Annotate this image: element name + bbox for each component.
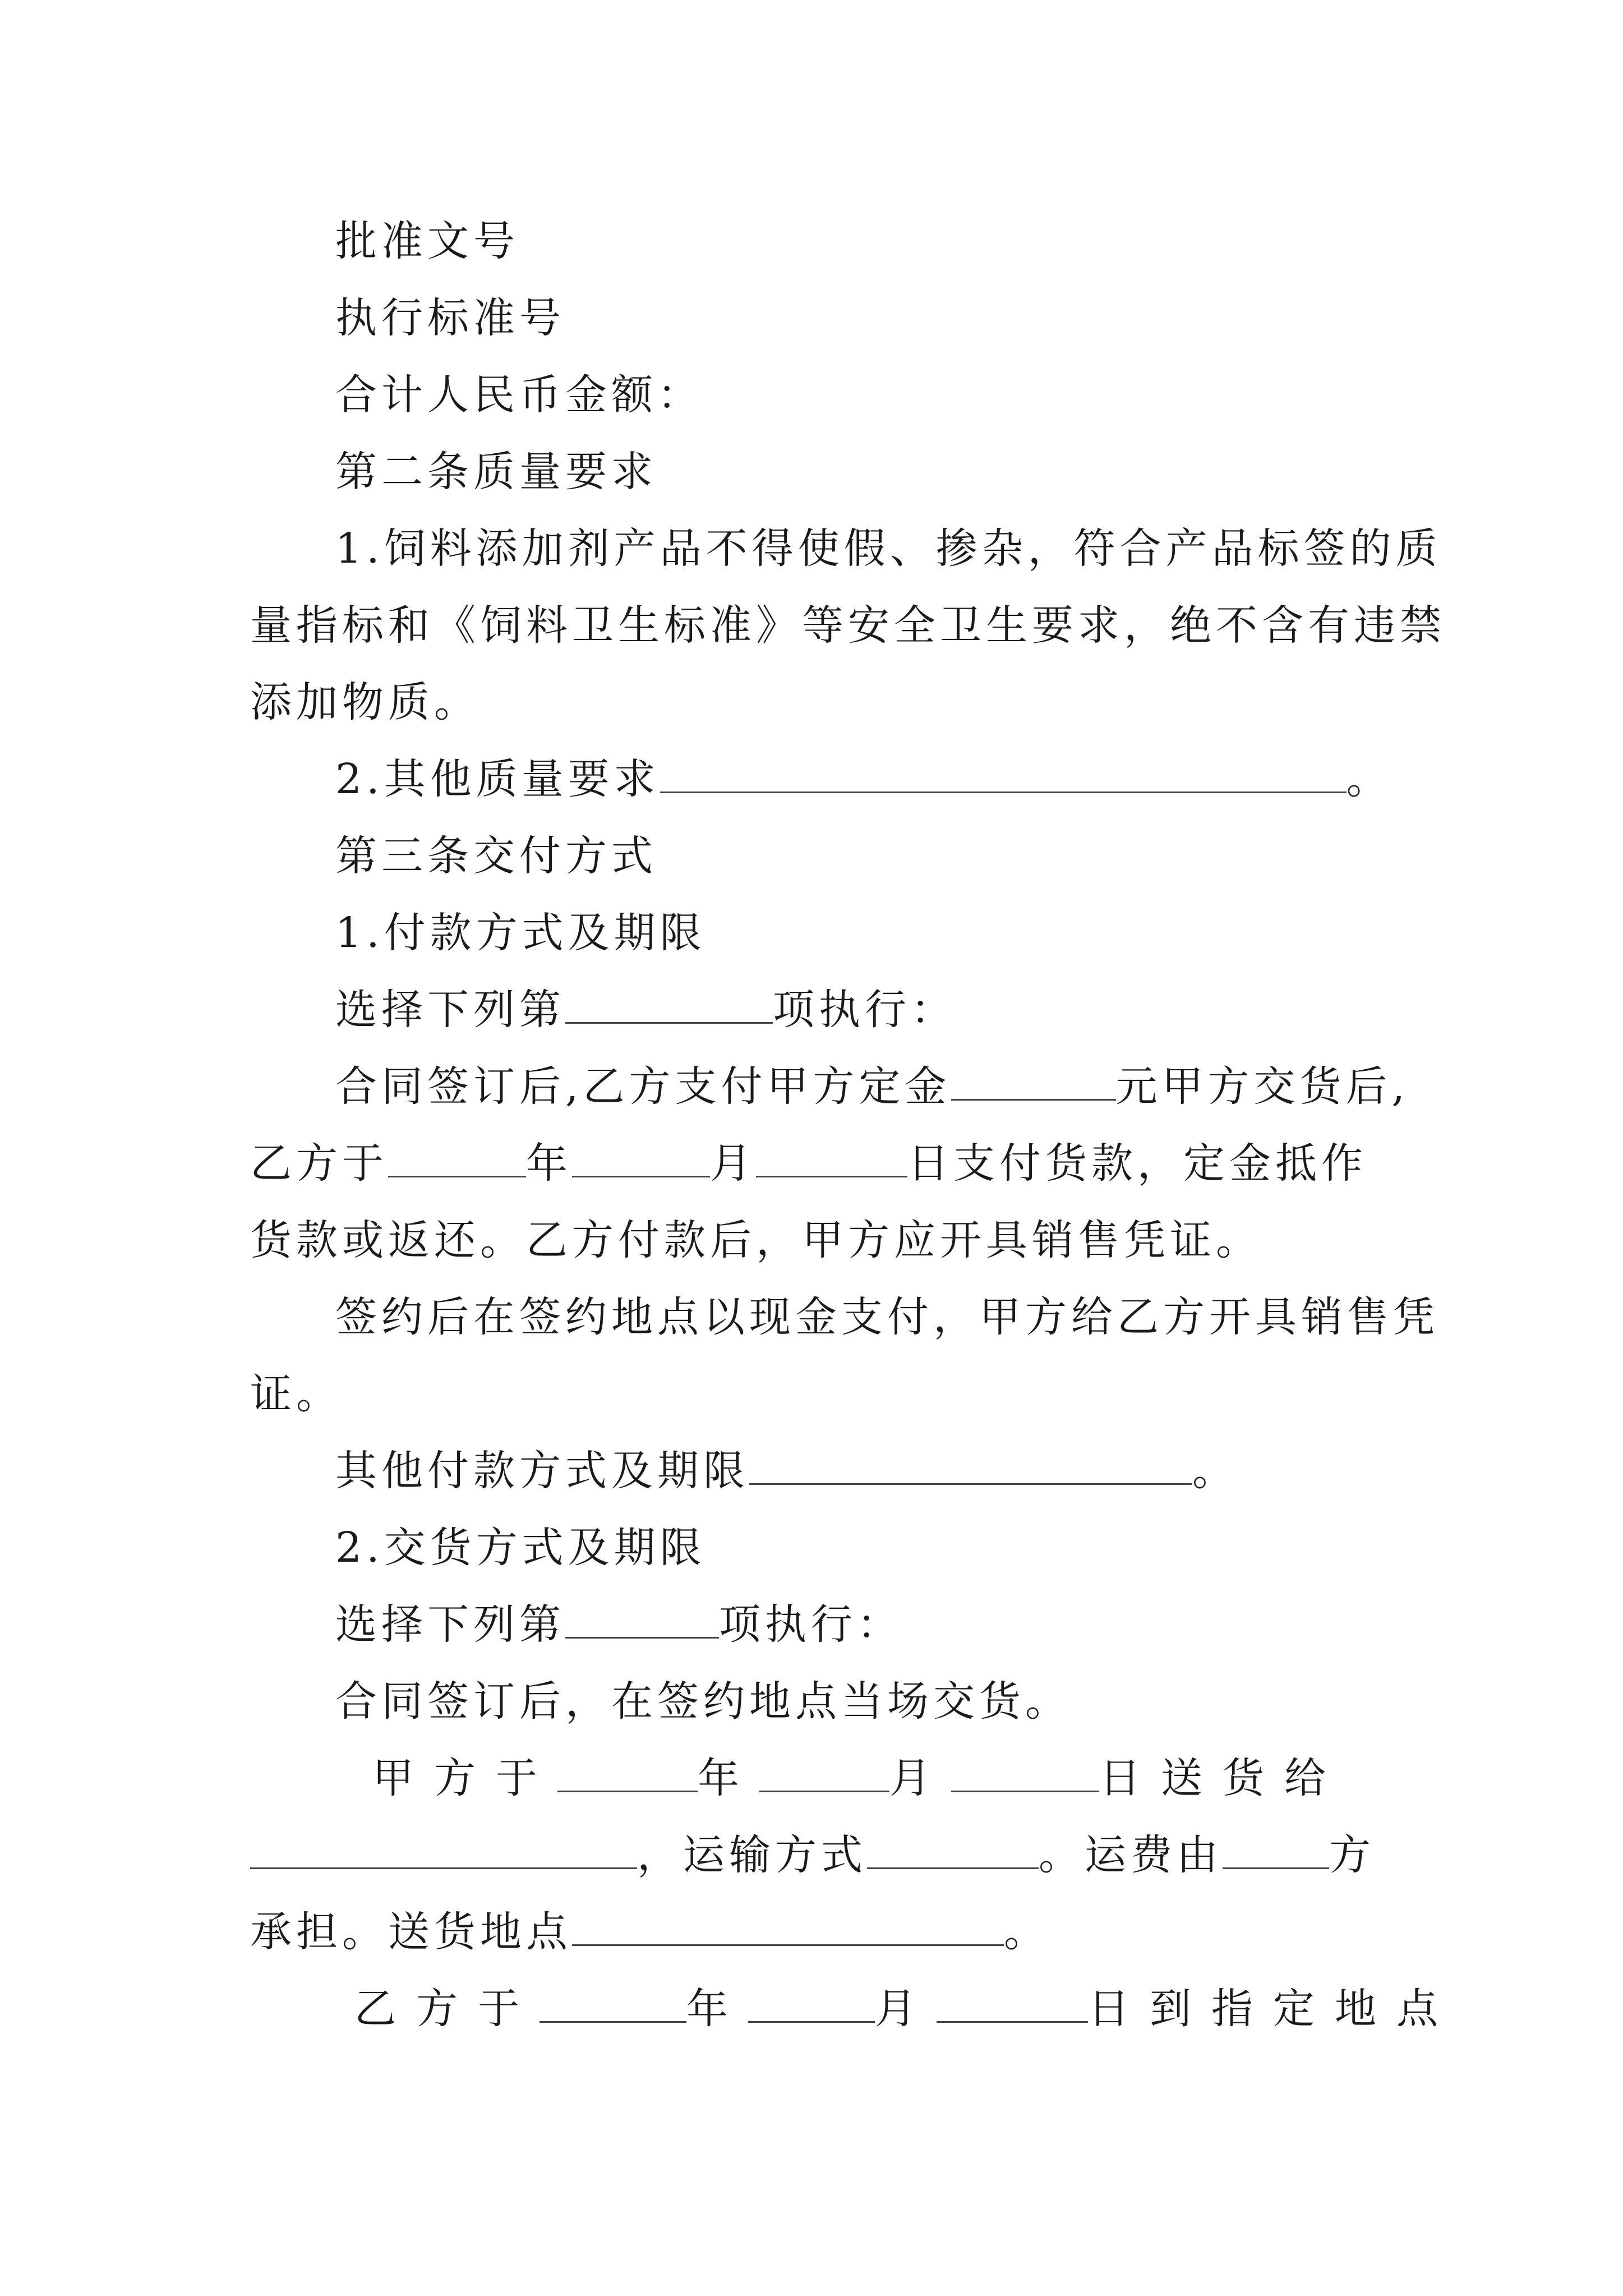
- party-b-label: 乙方于: [250, 1139, 388, 1188]
- payment-option-blank[interactable]: [565, 981, 773, 1024]
- payment-day-blank[interactable]: [756, 1134, 907, 1177]
- delivery-option-blank[interactable]: [565, 1595, 719, 1639]
- party-a-label: 甲方于: [372, 1754, 557, 1802]
- execute-label: 项执行：: [773, 986, 957, 1034]
- approval-number-line: 批准文号: [335, 217, 519, 265]
- pickup-day-blank[interactable]: [937, 1980, 1088, 2023]
- article-2-heading: 第二条质量要求: [335, 448, 657, 496]
- quality-clause-2: [250, 741, 1393, 818]
- quality-clause-1-line-2: 量指标和《饲料卫生标准》等安全卫生要求，绝不含有违禁: [250, 601, 1446, 650]
- payment-refund-line: 货款或返还。乙方付款后，甲方应开具销售凭证。: [250, 1216, 1262, 1264]
- party-b-pickup-line: [250, 1971, 1458, 2047]
- other-quality-blank[interactable]: [660, 750, 1347, 793]
- period-mark: 。: [1004, 1908, 1050, 1956]
- other-payment-label: 其他付款方式及期限: [335, 1447, 749, 1495]
- pickup-location-label: 日到指定地点: [1088, 1985, 1458, 2033]
- payment-option-select-line: [250, 972, 1375, 1048]
- payment-tail: 日支付货款，定金抵作: [907, 1139, 1367, 1188]
- party-suffix: 方: [1329, 1831, 1375, 1879]
- select-label: 选择下列第: [335, 986, 565, 1034]
- freight-party-blank[interactable]: [1223, 1826, 1329, 1869]
- total-amount-line: 合计人民币金额：: [335, 371, 703, 419]
- deposit-label: 合同签订后,乙方支付甲方定金: [335, 1062, 951, 1111]
- month-label: 月: [710, 1139, 756, 1188]
- quality-clause-1-line-1: 1.饲料添加剂产品不得使假、掺杂，符合产品标签的质: [335, 524, 1442, 573]
- payment-month-blank[interactable]: [572, 1134, 710, 1177]
- deliver-to-label: 日送货给: [1099, 1754, 1346, 1802]
- deposit-line: [250, 1048, 1410, 1125]
- other-payment-line: [250, 1433, 1375, 1510]
- delivery-method-heading: 2.交货方式及期限: [335, 1524, 706, 1572]
- pickup-month-blank[interactable]: [748, 1980, 875, 2023]
- transport-label: ，运输方式: [637, 1831, 867, 1879]
- period-mark: 。: [1346, 755, 1393, 803]
- freight-label: 。运费由: [1039, 1831, 1223, 1879]
- payment-year-blank[interactable]: [388, 1134, 526, 1177]
- standard-number-line: 执行标准号: [335, 294, 565, 342]
- deposit-tail: 元甲方交货后,: [1115, 1062, 1410, 1111]
- payment-method-heading: 1.付款方式及期限: [335, 909, 706, 957]
- period-mark: 。: [1192, 1447, 1238, 1495]
- contract-body: [250, 203, 1458, 2047]
- delivery-year-blank[interactable]: [557, 1749, 698, 1792]
- delivery-month-blank[interactable]: [759, 1749, 889, 1792]
- month-label: 月: [875, 1985, 937, 2033]
- transport-line: [250, 1817, 1375, 1894]
- execute-label: 项执行：: [719, 1600, 903, 1649]
- delivery-address-line: [250, 1894, 1375, 1971]
- delivery-address-blank[interactable]: [572, 1903, 1004, 1946]
- year-label: 年: [698, 1754, 759, 1802]
- cash-payment-line-1: 签约后在签约地点以现金支付，甲方给乙方开具销售凭: [335, 1293, 1439, 1341]
- delivery-option-select-line: [250, 1586, 1375, 1663]
- year-label: 年: [526, 1139, 572, 1188]
- select-label: 选择下列第: [335, 1600, 565, 1649]
- deposit-amount-blank[interactable]: [951, 1057, 1116, 1101]
- month-label: 月: [889, 1754, 951, 1802]
- year-label: 年: [686, 1985, 748, 2033]
- party-b-label: 乙方于: [354, 1985, 540, 2033]
- quality-clause-2-label: 2.其他质量要求: [335, 755, 660, 803]
- onsite-delivery-line: 合同签订后，在签约地点当场交货。: [335, 1677, 1071, 1726]
- delivery-day-blank[interactable]: [951, 1749, 1099, 1792]
- recipient-blank[interactable]: [250, 1826, 637, 1869]
- pickup-year-blank[interactable]: [540, 1980, 686, 2023]
- other-payment-blank[interactable]: [749, 1442, 1192, 1485]
- article-3-heading: 第三条交付方式: [335, 832, 657, 880]
- transport-method-blank[interactable]: [867, 1826, 1039, 1869]
- quality-clause-1-line-3: 添加物质。: [250, 678, 480, 726]
- payment-date-line: [250, 1125, 1375, 1202]
- cash-payment-line-2: 证。: [250, 1370, 342, 1418]
- delivery-address-label: 承担。送货地点: [250, 1908, 572, 1956]
- party-a-delivery-line: [250, 1740, 1375, 1817]
